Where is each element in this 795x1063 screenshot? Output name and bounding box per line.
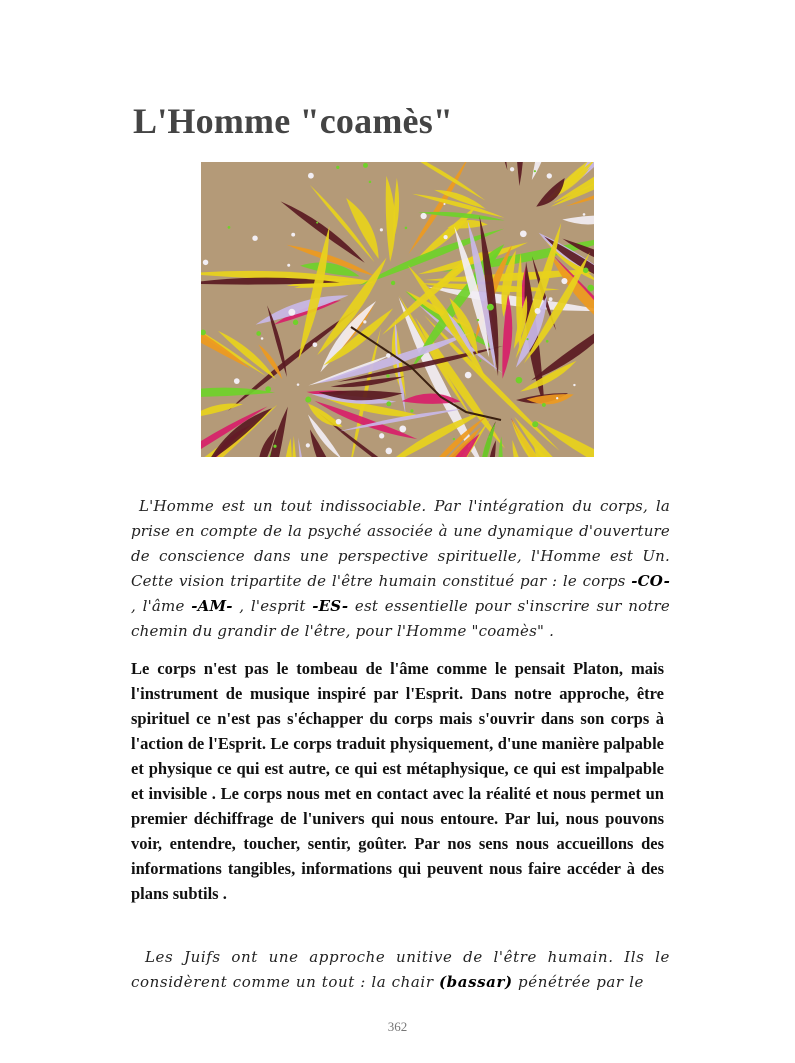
paint-splatter (380, 228, 383, 231)
paint-splatter (336, 419, 342, 425)
paint-splatter (487, 304, 494, 311)
body-paragraph: Le corps n'est pas le tombeau de l'âme comme le pensait Platon, mais l'instrument de musique inspiré par l'Esprit. Dans notre approche, être spirituel ce n'est pas s'échapper du corps mais s'ouvrir dans son corps à l'action de l'Esprit. Le corps traduit physiquement, d'une manière palpable et physique ce qui est autre, ce qui est métaphysique, ce qui est impalpable et invisible . Le corps nous met en contact avec la réalité et nous permet un premier déchiffrage de l'univers qui nous entoure. Par lui, nous pouvons voir, entendre, toucher, sentir, goûter. Par nos sens nous accueillons des informations tangibles, informations qui peuvent nous faire accéder à des plans subtils . (131, 659, 664, 903)
paint-splatter (583, 268, 589, 274)
paint-splatter (261, 337, 264, 340)
page-number: 362 (387, 1019, 408, 1034)
term-co: -CO- (631, 572, 670, 590)
paint-splatter (573, 384, 575, 386)
paint-splatter (516, 377, 523, 384)
paint-splatter (305, 397, 311, 403)
painting-image (201, 162, 594, 457)
paint-splatter (549, 297, 553, 301)
term-am: -AM- (191, 597, 233, 615)
paint-splatter (386, 353, 391, 358)
paint-splatter (297, 383, 300, 386)
paint-splatter (405, 227, 408, 230)
paint-splatter (532, 421, 538, 427)
paint-splatter (379, 433, 384, 438)
paint-splatter (534, 170, 536, 172)
page-title: L'Homme "coamès" (133, 101, 454, 141)
paint-splatter (363, 163, 368, 168)
paint-splatter (488, 436, 490, 438)
intro-paragraph: L'Homme est un tout indissociable. Par l'intégration du corps, la prise en compte de la psyché associée à une dynamique d'ouverture de conscience dans une perspective spirituelle, l'Homme est Un. Cette vision tripartite de l'être humain constitué par : le corps -CO- , l'âme -AM- , l'esprit -ES- est essentielle pour s'inscrire sur notre chemin du grandir de l'être, pour l'Homme "coamès" . (131, 497, 670, 640)
paint-splatter (386, 374, 389, 377)
paint-splatter (587, 285, 594, 292)
paint-splatter (288, 309, 295, 316)
paint-splatter (583, 213, 586, 216)
paint-splatter (316, 222, 318, 224)
paint-splatter (410, 409, 413, 412)
paint-splatter (336, 166, 339, 169)
paint-splatter (203, 260, 208, 265)
paint-splatter (228, 226, 231, 229)
paint-splatter (293, 320, 298, 325)
paint-splatter (252, 235, 257, 240)
paint-splatter (477, 319, 479, 321)
paint-splatter (306, 443, 310, 447)
paint-splatter (386, 401, 391, 406)
paint-splatter (479, 360, 481, 362)
paint-splatter (443, 235, 447, 239)
paint-splatter (273, 445, 276, 448)
paint-splatter (453, 438, 455, 440)
paint-splatter (363, 320, 366, 323)
paint-splatter (546, 340, 549, 343)
paint-splatter (308, 173, 314, 179)
paint-splatter (520, 230, 527, 237)
paint-splatter (526, 338, 528, 340)
paint-splatter (465, 372, 472, 379)
paint-splatter (561, 278, 567, 284)
paint-splatter (399, 426, 406, 433)
paint-splatter (369, 181, 372, 184)
paint-splatter (234, 378, 240, 384)
paint-splatter (443, 203, 445, 205)
paint-splatter (535, 308, 541, 314)
paint-splatter (391, 281, 395, 285)
paint-splatter (542, 403, 546, 407)
paint-splatter (510, 167, 514, 171)
term-bassar: (bassar) (438, 973, 513, 991)
paint-splatter (386, 448, 393, 455)
closing-paragraph: Les Juifs ont une approche unitive de l'être humain. Ils le considèrent comme un tout : la chair (bassar) pénétrée par le (131, 948, 670, 991)
paint-splatter (547, 173, 552, 178)
paint-splatter (287, 264, 290, 267)
paint-splatter (265, 386, 271, 392)
paint-splatter (256, 331, 261, 336)
paint-splatter (421, 213, 427, 219)
paint-splatter (556, 397, 558, 399)
paint-splatter (291, 233, 295, 237)
term-es: -ES- (312, 597, 349, 615)
paint-splatter (313, 342, 318, 347)
